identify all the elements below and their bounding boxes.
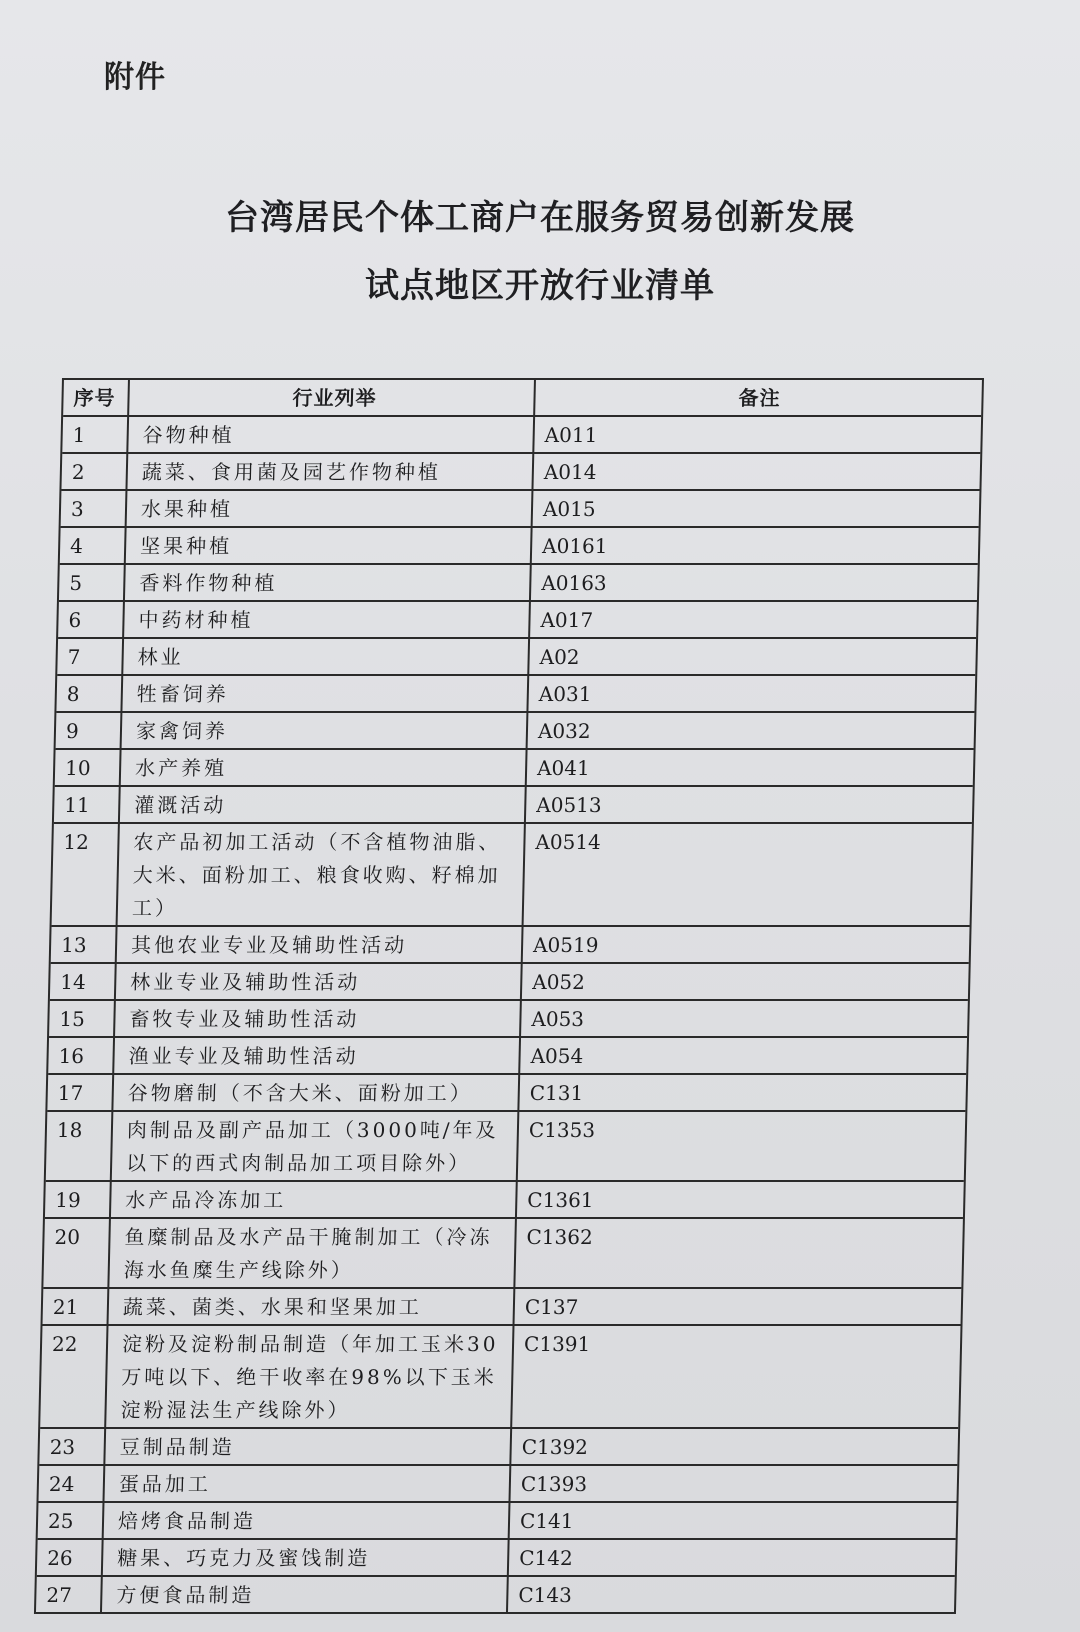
- row-industry: 鱼糜制品及水产品干腌制加工（冷冻海水鱼糜生产线除外）: [109, 1219, 517, 1287]
- row-number: 10: [55, 750, 122, 785]
- row-number: 1: [62, 417, 129, 452]
- row-note: A032: [537, 719, 591, 743]
- row-note: C143: [518, 1583, 573, 1607]
- row-industry: 淀粉及淀粉制品制造（年加工玉米30万吨以下、绝干收率在98%以下玉米淀粉湿法生产线除外）: [106, 1326, 514, 1427]
- row-note: C142: [518, 1546, 573, 1570]
- row-number: 17: [47, 1075, 114, 1110]
- row-number: 20: [43, 1219, 111, 1287]
- table-row: [56, 713, 975, 750]
- row-note: A0514: [535, 830, 602, 854]
- row-industry: 蔬菜、食用菌及园艺作物种植: [127, 454, 534, 489]
- row-industry: 水果种植: [127, 491, 534, 526]
- column-header-note: 备注: [738, 386, 781, 410]
- row-note: A0161: [541, 534, 608, 558]
- table-row: [51, 927, 970, 964]
- row-note: A0513: [536, 793, 602, 817]
- table-row: [42, 1289, 961, 1326]
- row-number: 8: [56, 676, 123, 711]
- row-note: A014: [543, 460, 597, 484]
- table-row: [43, 1219, 963, 1289]
- row-number: 12: [52, 824, 120, 925]
- row-note: C1392: [521, 1435, 589, 1459]
- table-row: [36, 1577, 955, 1614]
- row-industry: 灌溉活动: [120, 787, 527, 822]
- row-number: 3: [61, 491, 128, 526]
- table-row: [54, 787, 973, 824]
- row-note: C137: [524, 1295, 579, 1319]
- row-note: A02: [539, 645, 580, 669]
- column-header-industry: 行业列举: [129, 380, 536, 415]
- row-note: A052: [532, 970, 586, 994]
- table-row: [50, 964, 969, 1001]
- row-industry: 坚果种植: [126, 528, 533, 563]
- row-industry: 香料作物种植: [125, 565, 532, 600]
- row-number: 14: [50, 964, 117, 999]
- row-industry: 焙烤食品制造: [104, 1503, 511, 1538]
- table-row: [39, 1429, 958, 1466]
- row-industry: 蔬菜、菌类、水果和坚果加工: [109, 1289, 516, 1324]
- row-industry: 肉制品及副产品加工（3000吨/年及以下的西式肉制品加工项目除外）: [112, 1112, 520, 1180]
- row-note: A015: [542, 497, 596, 521]
- row-industry: 牲畜饲养: [122, 676, 529, 711]
- row-industry: 豆制品制造: [105, 1429, 512, 1464]
- row-number: 22: [40, 1326, 108, 1427]
- row-industry: 水产养殖: [121, 750, 528, 785]
- row-industry: 中药材种植: [124, 602, 531, 637]
- table-row: [55, 750, 974, 787]
- row-number: 5: [59, 565, 126, 600]
- row-note: C1361: [527, 1188, 594, 1212]
- row-note: A0519: [532, 933, 599, 957]
- row-note: C1391: [523, 1332, 591, 1356]
- table-header-row: [63, 380, 982, 417]
- row-number: 13: [51, 927, 118, 962]
- row-industry: 林业: [123, 639, 530, 674]
- table-row: [49, 1001, 968, 1038]
- table-row: [48, 1038, 967, 1075]
- industry-table: [34, 378, 984, 1614]
- row-number: 27: [36, 1577, 103, 1612]
- row-note: A0163: [541, 571, 607, 595]
- row-number: 25: [38, 1503, 105, 1538]
- table-row: [40, 1326, 960, 1429]
- table-row: [45, 1182, 964, 1219]
- row-industry: 水产品冷冻加工: [111, 1182, 518, 1217]
- row-number: 21: [43, 1289, 110, 1324]
- row-industry: 方便食品制造: [102, 1577, 509, 1612]
- row-industry: 糖果、巧克力及蜜饯制造: [103, 1540, 510, 1575]
- row-industry: 谷物磨制（不含大米、面粉加工）: [113, 1075, 520, 1110]
- row-industry: 谷物种植: [128, 417, 535, 452]
- row-number: 24: [39, 1466, 106, 1501]
- document-title-line1: 台湾居民个体工商户在服务贸易创新发展: [225, 198, 855, 238]
- table-row: [62, 417, 981, 454]
- table-row: [57, 639, 976, 676]
- table-row: [61, 454, 980, 491]
- row-number: 6: [58, 602, 125, 637]
- row-industry: 家禽饲养: [122, 713, 529, 748]
- row-industry: 畜牧专业及辅助性活动: [115, 1001, 522, 1036]
- row-number: 4: [60, 528, 127, 563]
- row-number: 19: [45, 1182, 112, 1217]
- table-row: [38, 1503, 957, 1540]
- row-industry: 农产品初加工活动（不含植物油脂、大米、面粉加工、粮食收购、籽棉加工）: [118, 824, 526, 925]
- table-row: [47, 1075, 966, 1112]
- table-row: [58, 602, 977, 639]
- row-number: 7: [57, 639, 124, 674]
- row-number: 26: [37, 1540, 104, 1575]
- row-industry: 蛋品加工: [105, 1466, 512, 1501]
- row-note: A031: [538, 682, 592, 706]
- row-note: C1362: [526, 1225, 593, 1249]
- table-row: [60, 528, 979, 565]
- row-note: C131: [529, 1081, 584, 1105]
- row-note: A054: [530, 1044, 584, 1068]
- row-number: 9: [56, 713, 123, 748]
- column-header-number: 序号: [63, 380, 130, 415]
- row-industry: 其他农业专业及辅助性活动: [117, 927, 524, 962]
- row-number: 2: [61, 454, 128, 489]
- row-note: A011: [544, 423, 598, 447]
- row-number: 23: [39, 1429, 106, 1464]
- row-note: C1393: [520, 1472, 588, 1496]
- table-row: [37, 1540, 956, 1577]
- table-row: [61, 491, 980, 528]
- row-note: C1353: [528, 1118, 596, 1142]
- row-number: 15: [49, 1001, 116, 1036]
- row-note: A017: [540, 608, 594, 632]
- table-row: [59, 565, 978, 602]
- row-number: 18: [46, 1112, 114, 1180]
- table-row: [38, 1466, 957, 1503]
- row-number: 11: [54, 787, 121, 822]
- row-industry: 渔业专业及辅助性活动: [114, 1038, 521, 1073]
- table-row: [56, 676, 975, 713]
- table-row: [52, 824, 972, 927]
- row-number: 16: [48, 1038, 115, 1073]
- table-row: [46, 1112, 966, 1182]
- row-note: C141: [519, 1509, 574, 1533]
- document-title-line2: 试点地区开放行业清单: [365, 266, 715, 306]
- row-note: A053: [531, 1007, 585, 1031]
- row-note: A041: [536, 756, 591, 780]
- attachment-label: 附件: [104, 60, 166, 95]
- row-industry: 林业专业及辅助性活动: [116, 964, 523, 999]
